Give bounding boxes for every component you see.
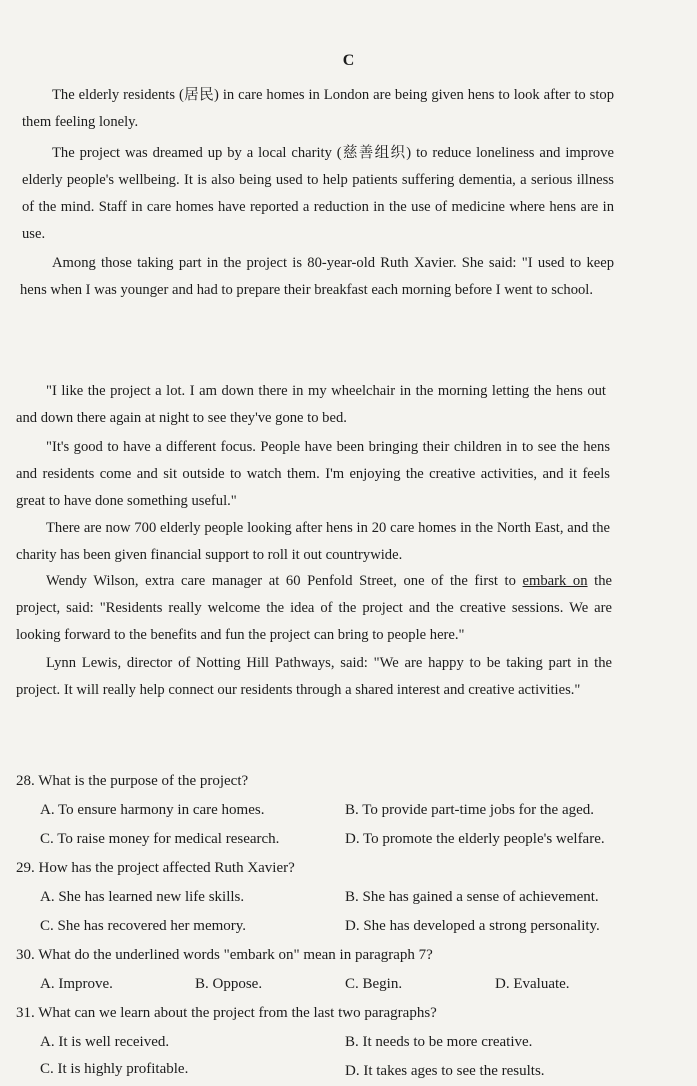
q28-option-a: A. To ensure harmony in care homes. (40, 802, 265, 818)
question-30-stem: 30. What do the underlined words "embark on" mean in paragraph 7? (16, 947, 433, 963)
section-letter: C (342, 52, 355, 69)
q30-option-d: D. Evaluate. (495, 976, 570, 992)
q29-option-b: B. She has gained a sense of achievement. (345, 889, 599, 905)
q29-option-a: A. She has learned new life skills. (40, 889, 245, 905)
q29-option-d: D. She has developed a strong personality. (345, 918, 600, 934)
question-31-stem: 31. What can we learn about the project from the last two paragraphs? (16, 1005, 437, 1021)
paragraph-6: There are now 700 elderly people looking after hens in 20 care homes in the North East, and the charity has been given financial support to roll it out countrywide. (16, 520, 610, 563)
paragraph-2: The project was dreamed up by a local charity (慈善组织) to reduce loneliness and improve elderly people's wellbeing. It is also being used to help patients suffering dementia, a serious illness of the mind. Staff in care homes have reported a reduction in the use of medicine where hens are in use. (22, 145, 614, 242)
paragraph-7-after: the project, said: "Residents really welcome the idea of the project and the creative sessions. We are looking forward to the benefits and fun the project can bring to people here." (16, 573, 612, 643)
q28-option-b: B. To provide part-time jobs for the aged. (345, 802, 595, 818)
q31-option-b: B. It needs to be more creative. (345, 1034, 533, 1050)
paragraph-8: Lynn Lewis, director of Notting Hill Pathways, said: "We are happy to be taking part in the project. It will really help connect our residents through a shared interest and creative activities." (16, 655, 612, 698)
paragraph-7-before: Wendy Wilson, extra care manager at 60 Penfold Street, one of the first to (46, 573, 523, 589)
q31-option-c: C. It is highly profitable. (40, 1061, 189, 1077)
paragraph-1: The elderly residents (居民) in care homes in London are being given hens to look after to stop them feeling lonely. (22, 87, 614, 130)
paragraph-7 (16, 568, 612, 649)
q28-option-d: D. To promote the elderly people's welfare. (345, 831, 605, 847)
underlined-phrase: embark on (522, 573, 588, 589)
question-28-stem: 28. What is the purpose of the project? (16, 773, 249, 789)
q31-option-d: D. It takes ages to see the results. (345, 1063, 545, 1079)
paragraph-4: "I like the project a lot. I am down there in my wheelchair in the morning letting the hens out and down there again at night to see they've gone to bed. (16, 383, 606, 426)
q30-option-c: C. Begin. (345, 976, 403, 992)
q30-option-b: B. Oppose. (195, 976, 263, 992)
q28-option-c: C. To raise money for medical research. (40, 831, 280, 847)
question-29-stem: 29. How has the project affected Ruth Xavier? (16, 860, 295, 876)
q30-option-a: A. Improve. (40, 976, 113, 992)
q29-option-c: C. She has recovered her memory. (40, 918, 247, 934)
paragraph-5: "It's good to have a different focus. People have been bringing their children in to see the hens and residents come and sit outside to watch them. I'm enjoying the creative activities, and it feels great to have done something useful." (16, 439, 610, 509)
paragraph-3: Among those taking part in the project is 80-year-old Ruth Xavier. She said: "I used to keep hens when I was younger and had to prepare their breakfast each morning before I went to school. (20, 255, 614, 298)
q31-option-a: A. It is well received. (40, 1034, 170, 1050)
